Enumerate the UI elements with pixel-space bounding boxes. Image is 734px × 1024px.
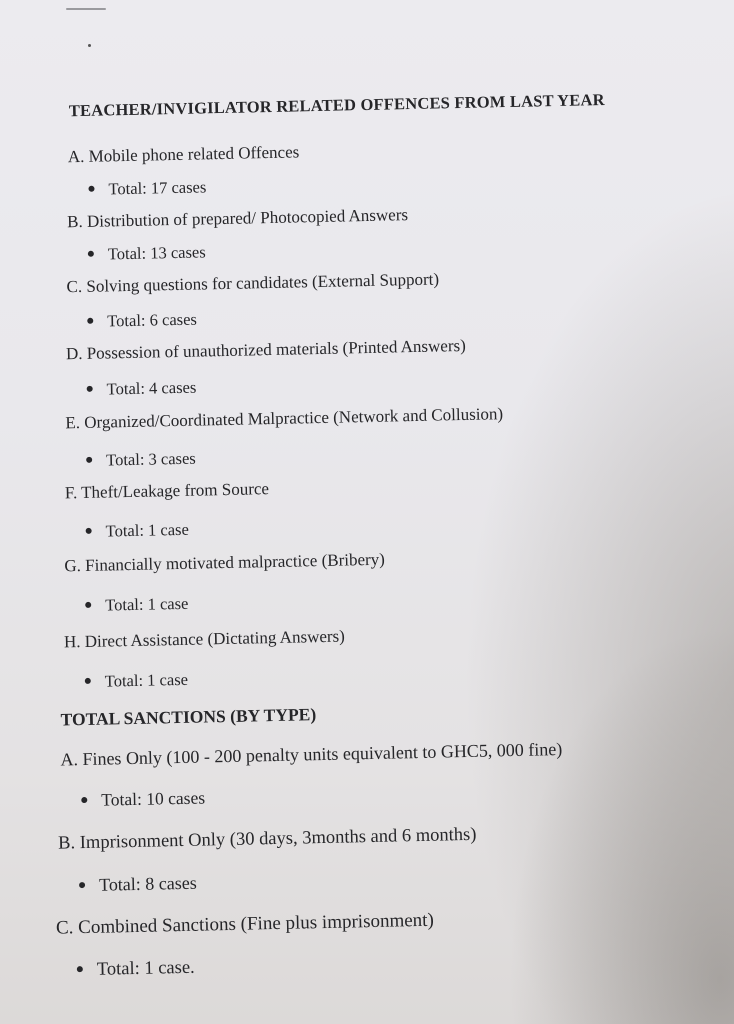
- offence-b-total: Total: 13 cases: [88, 242, 206, 264]
- document-page: [30, 56, 690, 980]
- offence-c-label: C. Solving questions for candidates (External Support): [66, 269, 440, 297]
- offence-h-total: Total: 1 case: [85, 670, 189, 692]
- bullet-icon: [88, 186, 94, 192]
- offence-c-total: Total: 6 cases: [87, 310, 197, 332]
- offence-h-label: H. Direct Assistance (Dictating Answers): [63, 626, 346, 652]
- offence-f-label: F. Theft/Leakage from Source: [64, 479, 270, 503]
- bullet-icon: [88, 251, 94, 257]
- offence-b-label: B. Distribution of prepared/ Photocopied Answers: [66, 205, 409, 232]
- offence-e-label: E. Organized/Coordinated Malpractice (Network and Collusion): [65, 404, 504, 433]
- bullet-icon: [87, 318, 93, 324]
- offence-a-total: Total: 17 cases: [88, 177, 206, 199]
- offence-e-total: Total: 3 cases: [86, 449, 196, 471]
- offence-d-label: D. Possession of unauthorized materials (Printed Answers): [65, 335, 466, 364]
- bullet-icon: [86, 457, 92, 463]
- bullet-icon: [86, 528, 92, 534]
- sanction-c-total: Total: 1 case.: [77, 958, 195, 981]
- sanction-a-total: Total: 10 cases: [81, 787, 205, 811]
- bullet-icon: [77, 966, 83, 972]
- sanction-b-label: B. Imprisonment Only (30 days, 3months and 6 months): [57, 824, 477, 854]
- offence-a-label: A. Mobile phone related Offences: [67, 142, 300, 167]
- offence-g-total: Total: 1 case: [85, 594, 189, 616]
- ink-mark: [88, 44, 91, 47]
- offence-f-total: Total: 1 case: [85, 520, 189, 542]
- bullet-icon: [85, 602, 91, 608]
- sanctions-heading: TOTAL SANCTIONS (BY TYPE): [60, 704, 317, 730]
- offence-g-label: G. Financially motivated malpractice (Bribery): [64, 549, 386, 576]
- offence-d-total: Total: 4 cases: [87, 378, 197, 400]
- bullet-icon: [87, 386, 93, 392]
- sanction-c-label: C. Combined Sanctions (Fine plus imprisonment): [55, 909, 435, 939]
- sanction-a-label: A. Fines Only (100 - 200 penalty units equivalent to GHC5, 000 fine): [60, 739, 563, 770]
- ink-mark: [66, 8, 106, 10]
- bullet-icon: [79, 882, 85, 888]
- bullet-icon: [81, 797, 87, 803]
- page-title: TEACHER/INVIGILATOR RELATED OFFENCES FROM LAST YEAR: [68, 89, 605, 121]
- bullet-icon: [85, 678, 91, 684]
- sanction-b-total: Total: 8 cases: [79, 873, 197, 896]
